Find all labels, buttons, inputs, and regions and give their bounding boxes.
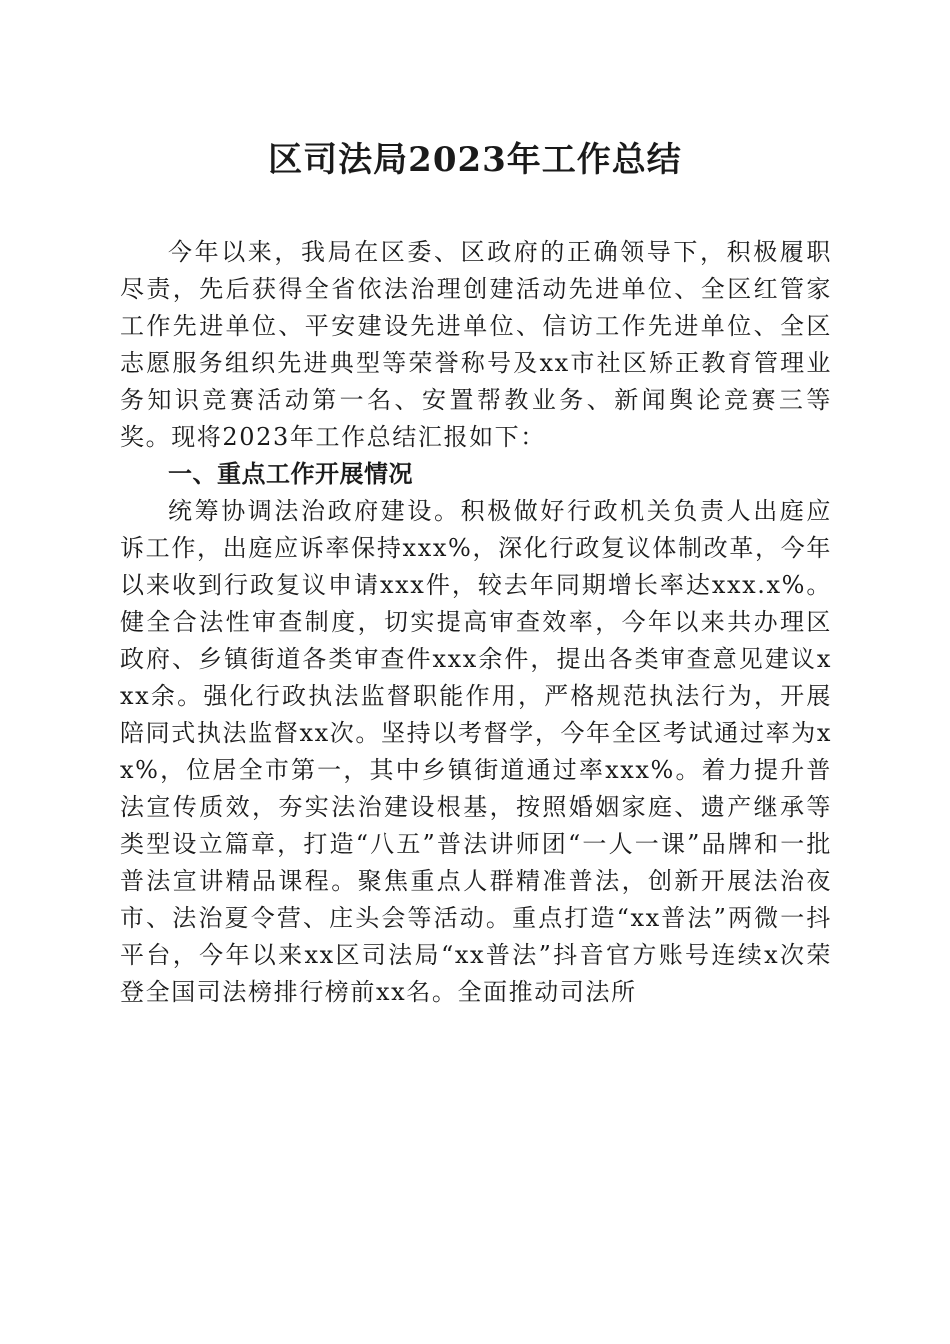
section-heading-1: 一、重点工作开展情况 <box>168 460 413 488</box>
document-body <box>120 234 832 1011</box>
section-1-paragraph: 统筹协调法治政府建设。积极做好行政机关负责人出庭应诉工作，出庭应诉率保持xxx%，深化行政复议体制改革，今年以来收到行政复议申请xxx件，较去年同期增长率达xxx.x%。健全合法性审查制度，切实提高审查效率，今年以来共办理区政府、乡镇街道各类审查件xxx余件，提出各类审查意见建议xxx余。强化行政执法监督职能作用，严格规范执法行为，开展陪同式执法监督xx次。坚持以考督学，今年全区考试通过率为xx%，位居全市第一，其中乡镇街道通过率xxx%。着力提升普法宣传质效，夯实法治建设根基，按照婚姻家庭、遗产继承等类型设立篇章，打造“八五”普法讲师团“一人一课”品牌和一批普法宣讲精品课程。聚焦重点人群精准普法，创新开展法治夜市、法治夏令营、庄头会等活动。重点打造“xx普法”两微一抖平台，今年以来xx区司法局“xx普法”抖音官方账号连续x次荣登全国司法榜排行榜前xx名。全面推动司法所 <box>120 497 832 1006</box>
intro-paragraph: 今年以来，我局在区委、区政府的正确领导下，积极履职尽责，先后获得全省依法治理创建活动先进单位、全区红管家工作先进单位、平安建设先进单位、信访工作先进单位、全区志愿服务组织先进典型等荣誉称号及xx市社区矫正教育管理业务知识竞赛活动第一名、安置帮教业务、新闻舆论竞赛三等奖。现将2023年工作总结汇报如下： <box>120 238 832 451</box>
document-title: 区司法局2023年工作总结 <box>268 140 682 180</box>
